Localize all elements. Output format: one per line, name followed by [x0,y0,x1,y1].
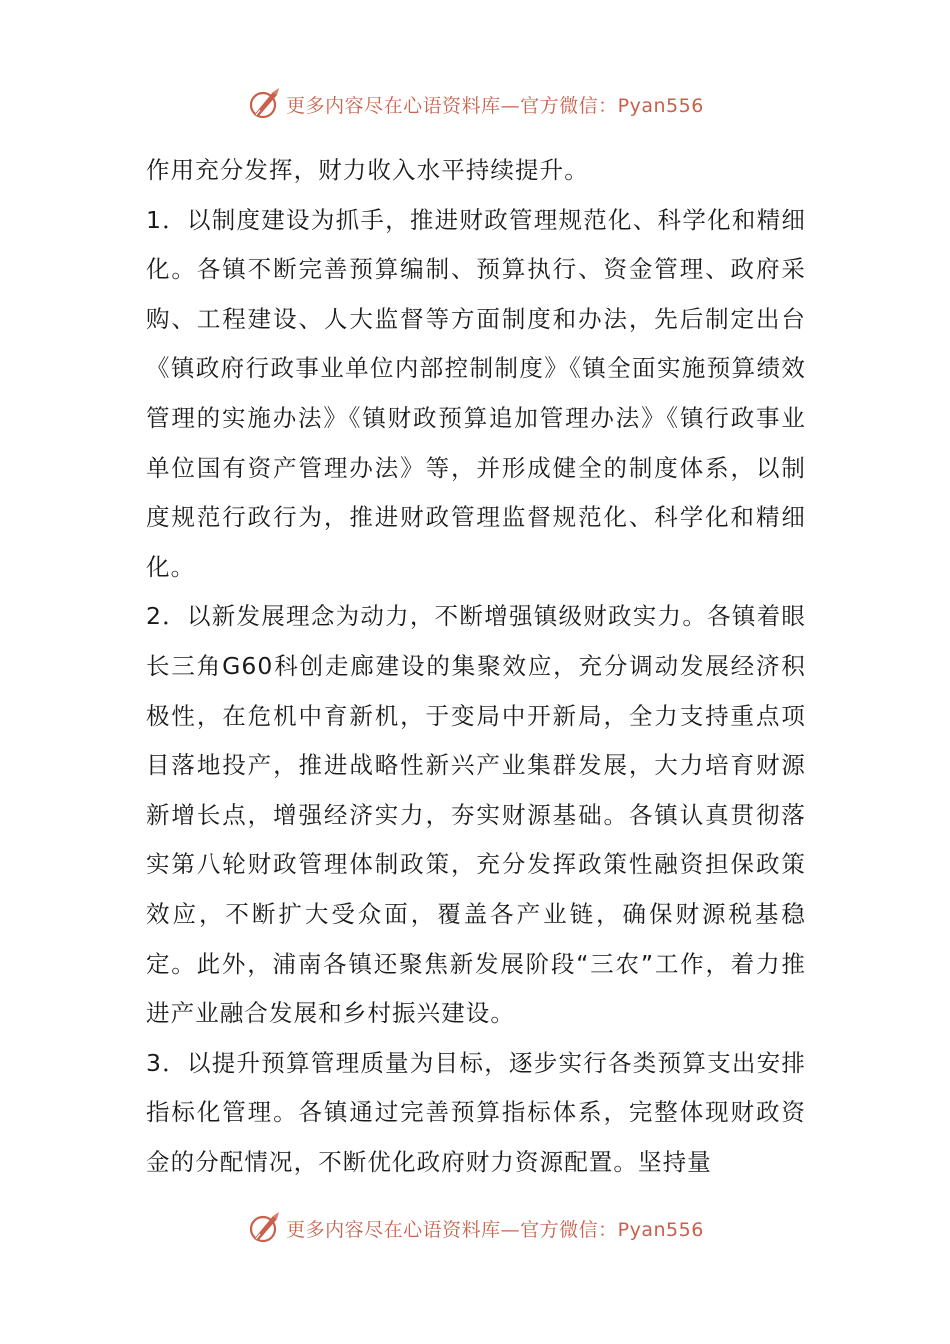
watermark-footer [0,1208,950,1248]
watermark-contact: 官方微信：Pyan556 [520,1218,704,1241]
paragraph-item-2: 2．以新发展理念为动力，不断增强镇级财政实力。各镇着眼长三角G60科创走廊建设的集聚效应，充分调动发展经济积极性，在危机中育新机，于变局中开新局，全力支持重点项目落地投产，推进战略性新兴产业集群发展，大力培育财源新增长点，增强经济实力，夯实财源基础。各镇认真贯彻落实第八轮财政管理体制政策，充分发挥政策性融资担保政策效应，不断扩大受众面，覆盖各产业链，确保财源税基稳定。此外，浦南各镇还聚焦新发展阶段“三农”工作，着力推进产业融合发展和乡村振兴建设。 [146,602,806,1028]
quill-pen-logo [246,1210,282,1246]
watermark-dash: — [500,1218,521,1241]
document-body [146,146,806,1187]
paragraph-continuation: 作用充分发挥，财力收入水平持续提升。 [146,156,589,184]
watermark-contact: 官方微信：Pyan556 [520,94,704,117]
watermark-brand: 更多内容尽在心语资料库 [286,94,501,117]
watermark-dash: — [500,94,521,117]
paragraph-item-1: 1．以制度建设为抓手，推进财政管理规范化、科学化和精细化。各镇不断完善预算编制、预算执行、资金管理、政府采购、工程建设、人大监督等方面制度和办法，先后制定出台《镇政府行政事业单位内部控制制度》《镇全面实施预算绩效管理的实施办法》《镇财政预算追加管理办法》《镇行政事业单位国有资产管理办法》等，并形成健全的制度体系，以制度规范行政行为，推进财政管理监督规范化、科学化和精细化。 [146,205,806,581]
watermark-text [286,91,704,118]
paragraph-item-3: 3．以提升预算管理质量为目标，逐步实行各类预算支出安排指标化管理。各镇通过完善预算指标体系，完整体现财政资金的分配情况，不断优化政府财力资源配置。坚持量 [146,1048,806,1176]
watermark-text [286,1215,704,1242]
watermark-header [0,84,950,124]
watermark-brand: 更多内容尽在心语资料库 [286,1218,501,1241]
quill-pen-logo [246,86,282,122]
